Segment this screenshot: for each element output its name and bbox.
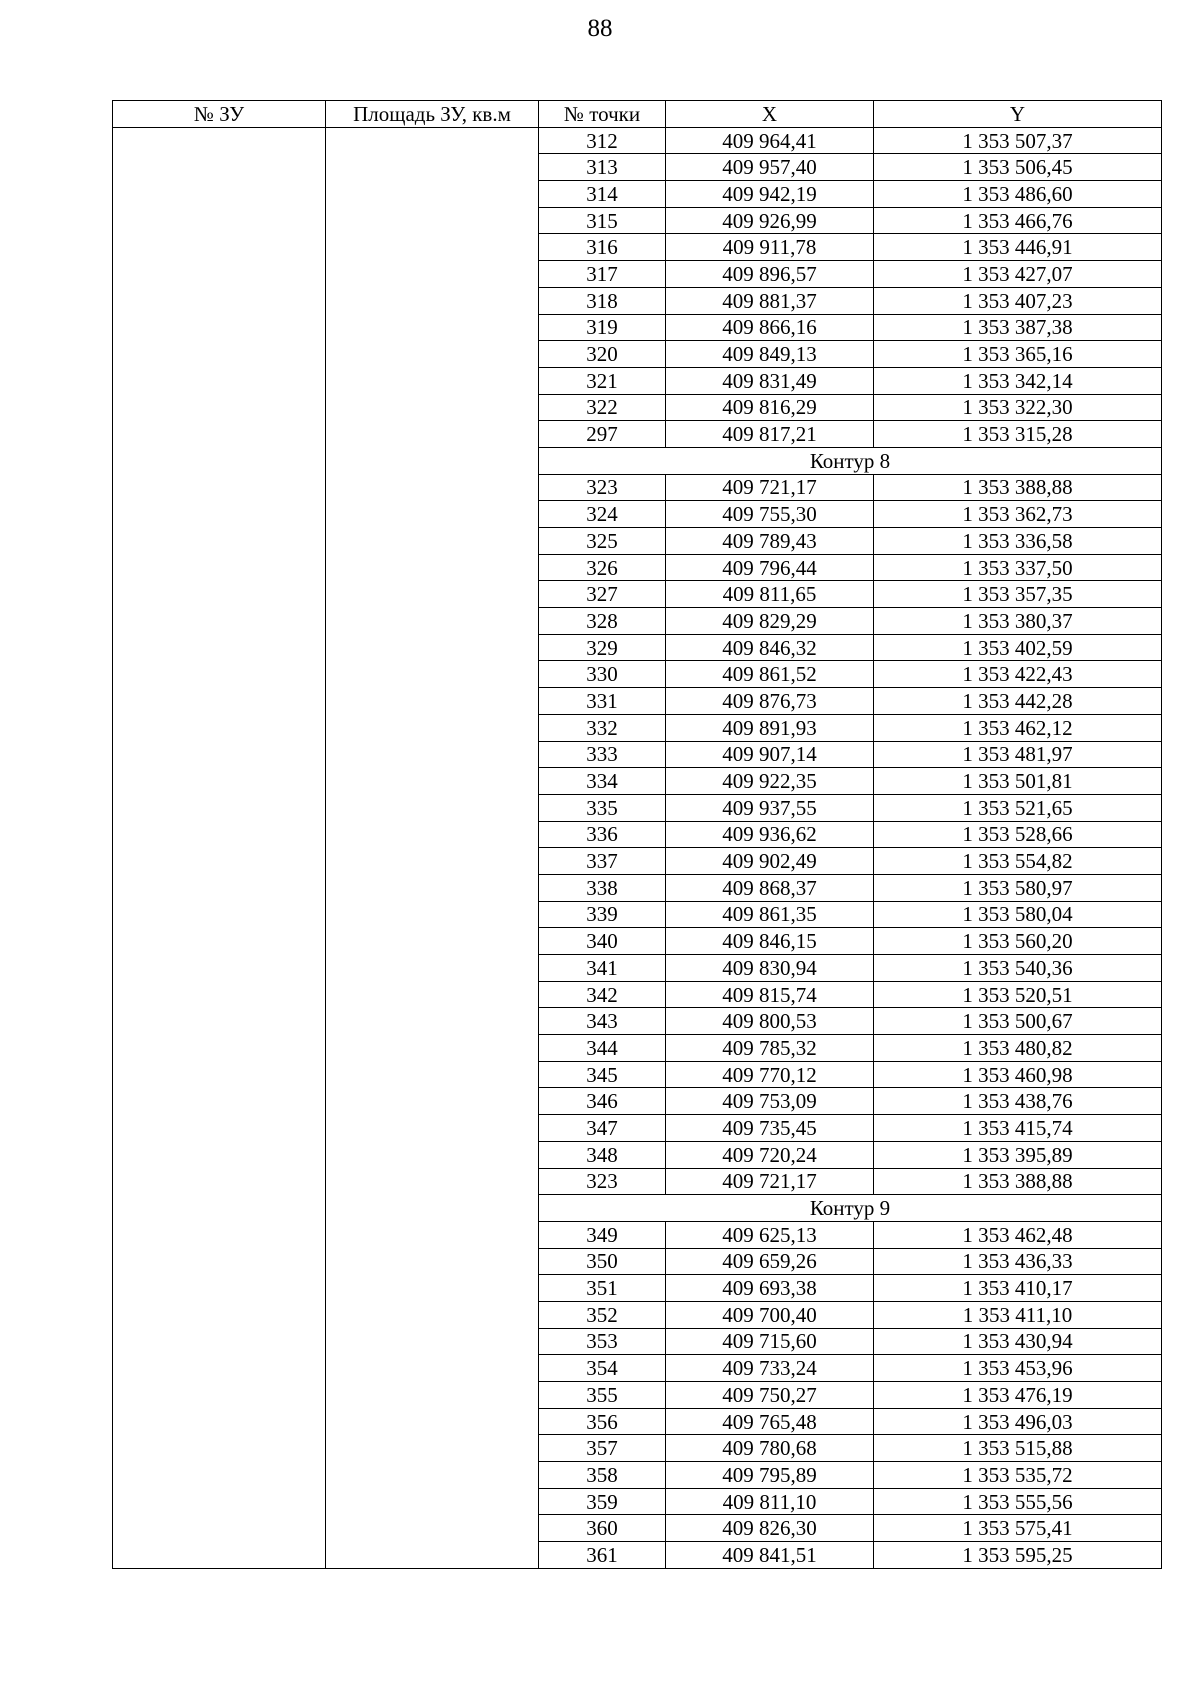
y-coordinate-cell: 1 353 388,88 (874, 474, 1162, 501)
y-coordinate-cell: 1 353 595,25 (874, 1542, 1162, 1569)
point-number-cell: 348 (539, 1141, 666, 1168)
point-number-cell: 327 (539, 581, 666, 608)
y-coordinate-cell: 1 353 466,76 (874, 207, 1162, 234)
page-number: 88 (587, 15, 613, 42)
point-number-cell: 351 (539, 1275, 666, 1302)
x-coordinate-cell: 409 942,19 (666, 181, 874, 208)
point-number-cell: 342 (539, 981, 666, 1008)
y-coordinate-cell: 1 353 446,91 (874, 234, 1162, 261)
header-x: X (666, 101, 874, 128)
point-number-cell: 343 (539, 1008, 666, 1035)
point-number-cell: 321 (539, 367, 666, 394)
point-number-cell: 361 (539, 1542, 666, 1569)
table-row (113, 127, 1162, 154)
y-coordinate-cell: 1 353 438,76 (874, 1088, 1162, 1115)
y-coordinate-cell: 1 353 315,28 (874, 421, 1162, 448)
x-coordinate-cell: 409 765,48 (666, 1408, 874, 1435)
point-number-cell: 333 (539, 741, 666, 768)
y-coordinate-cell: 1 353 515,88 (874, 1435, 1162, 1462)
x-coordinate-cell: 409 700,40 (666, 1301, 874, 1328)
y-coordinate-cell: 1 353 453,96 (874, 1355, 1162, 1382)
x-coordinate-cell: 409 796,44 (666, 554, 874, 581)
point-number-cell: 338 (539, 874, 666, 901)
y-coordinate-cell: 1 353 460,98 (874, 1061, 1162, 1088)
x-coordinate-cell: 409 625,13 (666, 1221, 874, 1248)
x-coordinate-cell: 409 846,32 (666, 634, 874, 661)
x-coordinate-cell: 409 902,49 (666, 848, 874, 875)
point-number-cell: 359 (539, 1488, 666, 1515)
point-number-cell: 326 (539, 554, 666, 581)
x-coordinate-cell: 409 659,26 (666, 1248, 874, 1275)
x-coordinate-cell: 409 922,35 (666, 768, 874, 795)
point-number-cell: 341 (539, 955, 666, 982)
point-number-cell: 352 (539, 1301, 666, 1328)
point-number-cell: 350 (539, 1248, 666, 1275)
plot-area-cell (326, 127, 539, 1568)
y-coordinate-cell: 1 353 436,33 (874, 1248, 1162, 1275)
y-coordinate-cell: 1 353 380,37 (874, 608, 1162, 635)
point-number-cell: 353 (539, 1328, 666, 1355)
table-header-row (113, 101, 1162, 128)
point-number-cell: 320 (539, 341, 666, 368)
point-number-cell: 329 (539, 634, 666, 661)
y-coordinate-cell: 1 353 410,17 (874, 1275, 1162, 1302)
x-coordinate-cell: 409 846,15 (666, 928, 874, 955)
y-coordinate-cell: 1 353 415,74 (874, 1115, 1162, 1142)
y-coordinate-cell: 1 353 462,48 (874, 1221, 1162, 1248)
y-coordinate-cell: 1 353 442,28 (874, 688, 1162, 715)
point-number-cell: 335 (539, 794, 666, 821)
y-coordinate-cell: 1 353 395,89 (874, 1141, 1162, 1168)
header-point-number: № точки (539, 101, 666, 128)
point-number-cell: 357 (539, 1435, 666, 1462)
x-coordinate-cell: 409 861,52 (666, 661, 874, 688)
y-coordinate-cell: 1 353 528,66 (874, 821, 1162, 848)
point-number-cell: 297 (539, 421, 666, 448)
point-number-cell: 340 (539, 928, 666, 955)
x-coordinate-cell: 409 936,62 (666, 821, 874, 848)
x-coordinate-cell: 409 733,24 (666, 1355, 874, 1382)
y-coordinate-cell: 1 353 501,81 (874, 768, 1162, 795)
x-coordinate-cell: 409 907,14 (666, 741, 874, 768)
y-coordinate-cell: 1 353 521,65 (874, 794, 1162, 821)
y-coordinate-cell: 1 353 555,56 (874, 1488, 1162, 1515)
x-coordinate-cell: 409 721,17 (666, 474, 874, 501)
point-number-cell: 356 (539, 1408, 666, 1435)
y-coordinate-cell: 1 353 520,51 (874, 981, 1162, 1008)
x-coordinate-cell: 409 868,37 (666, 874, 874, 901)
y-coordinate-cell: 1 353 580,04 (874, 901, 1162, 928)
x-coordinate-cell: 409 811,10 (666, 1488, 874, 1515)
y-coordinate-cell: 1 353 387,38 (874, 314, 1162, 341)
point-number-cell: 346 (539, 1088, 666, 1115)
point-number-cell: 330 (539, 661, 666, 688)
x-coordinate-cell: 409 911,78 (666, 234, 874, 261)
y-coordinate-cell: 1 353 322,30 (874, 394, 1162, 421)
y-coordinate-cell: 1 353 540,36 (874, 955, 1162, 982)
y-coordinate-cell: 1 353 462,12 (874, 714, 1162, 741)
point-number-cell: 328 (539, 608, 666, 635)
y-coordinate-cell: 1 353 411,10 (874, 1301, 1162, 1328)
x-coordinate-cell: 409 770,12 (666, 1061, 874, 1088)
x-coordinate-cell: 409 829,29 (666, 608, 874, 635)
point-number-cell: 332 (539, 714, 666, 741)
y-coordinate-cell: 1 353 535,72 (874, 1462, 1162, 1489)
x-coordinate-cell: 409 826,30 (666, 1515, 874, 1542)
x-coordinate-cell: 409 881,37 (666, 287, 874, 314)
y-coordinate-cell: 1 353 357,35 (874, 581, 1162, 608)
point-number-cell: 347 (539, 1115, 666, 1142)
point-number-cell: 345 (539, 1061, 666, 1088)
x-coordinate-cell: 409 811,65 (666, 581, 874, 608)
x-coordinate-cell: 409 816,29 (666, 394, 874, 421)
x-coordinate-cell: 409 830,94 (666, 955, 874, 982)
x-coordinate-cell: 409 721,17 (666, 1168, 874, 1195)
y-coordinate-cell: 1 353 422,43 (874, 661, 1162, 688)
point-number-cell: 344 (539, 1035, 666, 1062)
x-coordinate-cell: 409 715,60 (666, 1328, 874, 1355)
x-coordinate-cell: 409 841,51 (666, 1542, 874, 1569)
y-coordinate-cell: 1 353 507,37 (874, 127, 1162, 154)
y-coordinate-cell: 1 353 554,82 (874, 848, 1162, 875)
header-plot-number: № ЗУ (113, 101, 326, 128)
contour-label: Контур 8 (539, 447, 1162, 474)
x-coordinate-cell: 409 876,73 (666, 688, 874, 715)
y-coordinate-cell: 1 353 476,19 (874, 1382, 1162, 1409)
y-coordinate-cell: 1 353 427,07 (874, 261, 1162, 288)
point-number-cell: 318 (539, 287, 666, 314)
point-number-cell: 317 (539, 261, 666, 288)
y-coordinate-cell: 1 353 500,67 (874, 1008, 1162, 1035)
x-coordinate-cell: 409 849,13 (666, 341, 874, 368)
y-coordinate-cell: 1 353 486,60 (874, 181, 1162, 208)
y-coordinate-cell: 1 353 575,41 (874, 1515, 1162, 1542)
y-coordinate-cell: 1 353 480,82 (874, 1035, 1162, 1062)
x-coordinate-cell: 409 735,45 (666, 1115, 874, 1142)
x-coordinate-cell: 409 753,09 (666, 1088, 874, 1115)
y-coordinate-cell: 1 353 336,58 (874, 528, 1162, 555)
y-coordinate-cell: 1 353 496,03 (874, 1408, 1162, 1435)
x-coordinate-cell: 409 795,89 (666, 1462, 874, 1489)
point-number-cell: 319 (539, 314, 666, 341)
y-coordinate-cell: 1 353 362,73 (874, 501, 1162, 528)
point-number-cell: 336 (539, 821, 666, 848)
plot-number-cell (113, 127, 326, 1568)
point-number-cell: 360 (539, 1515, 666, 1542)
y-coordinate-cell: 1 353 365,16 (874, 341, 1162, 368)
point-number-cell: 337 (539, 848, 666, 875)
point-number-cell: 322 (539, 394, 666, 421)
x-coordinate-cell: 409 780,68 (666, 1435, 874, 1462)
point-number-cell: 339 (539, 901, 666, 928)
point-number-cell: 355 (539, 1382, 666, 1409)
point-number-cell: 323 (539, 474, 666, 501)
x-coordinate-cell: 409 750,27 (666, 1382, 874, 1409)
point-number-cell: 325 (539, 528, 666, 555)
x-coordinate-cell: 409 937,55 (666, 794, 874, 821)
x-coordinate-cell: 409 896,57 (666, 261, 874, 288)
coordinates-table (112, 100, 1162, 1569)
header-y: Y (874, 101, 1162, 128)
point-number-cell: 324 (539, 501, 666, 528)
point-number-cell: 314 (539, 181, 666, 208)
point-number-cell: 358 (539, 1462, 666, 1489)
x-coordinate-cell: 409 866,16 (666, 314, 874, 341)
x-coordinate-cell: 409 755,30 (666, 501, 874, 528)
header-plot-area: Площадь ЗУ, кв.м (326, 101, 539, 128)
y-coordinate-cell: 1 353 337,50 (874, 554, 1162, 581)
point-number-cell: 323 (539, 1168, 666, 1195)
point-number-cell: 354 (539, 1355, 666, 1382)
y-coordinate-cell: 1 353 580,97 (874, 874, 1162, 901)
x-coordinate-cell: 409 789,43 (666, 528, 874, 555)
y-coordinate-cell: 1 353 407,23 (874, 287, 1162, 314)
x-coordinate-cell: 409 926,99 (666, 207, 874, 234)
x-coordinate-cell: 409 815,74 (666, 981, 874, 1008)
y-coordinate-cell: 1 353 388,88 (874, 1168, 1162, 1195)
x-coordinate-cell: 409 800,53 (666, 1008, 874, 1035)
point-number-cell: 349 (539, 1221, 666, 1248)
point-number-cell: 316 (539, 234, 666, 261)
point-number-cell: 334 (539, 768, 666, 795)
point-number-cell: 331 (539, 688, 666, 715)
x-coordinate-cell: 409 891,93 (666, 714, 874, 741)
x-coordinate-cell: 409 693,38 (666, 1275, 874, 1302)
point-number-cell: 312 (539, 127, 666, 154)
y-coordinate-cell: 1 353 481,97 (874, 741, 1162, 768)
contour-label: Контур 9 (539, 1195, 1162, 1222)
point-number-cell: 313 (539, 154, 666, 181)
x-coordinate-cell: 409 817,21 (666, 421, 874, 448)
x-coordinate-cell: 409 831,49 (666, 367, 874, 394)
x-coordinate-cell: 409 964,41 (666, 127, 874, 154)
y-coordinate-cell: 1 353 402,59 (874, 634, 1162, 661)
x-coordinate-cell: 409 785,32 (666, 1035, 874, 1062)
y-coordinate-cell: 1 353 430,94 (874, 1328, 1162, 1355)
y-coordinate-cell: 1 353 560,20 (874, 928, 1162, 955)
table-body (113, 127, 1162, 1568)
x-coordinate-cell: 409 861,35 (666, 901, 874, 928)
y-coordinate-cell: 1 353 342,14 (874, 367, 1162, 394)
x-coordinate-cell: 409 720,24 (666, 1141, 874, 1168)
point-number-cell: 315 (539, 207, 666, 234)
x-coordinate-cell: 409 957,40 (666, 154, 874, 181)
y-coordinate-cell: 1 353 506,45 (874, 154, 1162, 181)
